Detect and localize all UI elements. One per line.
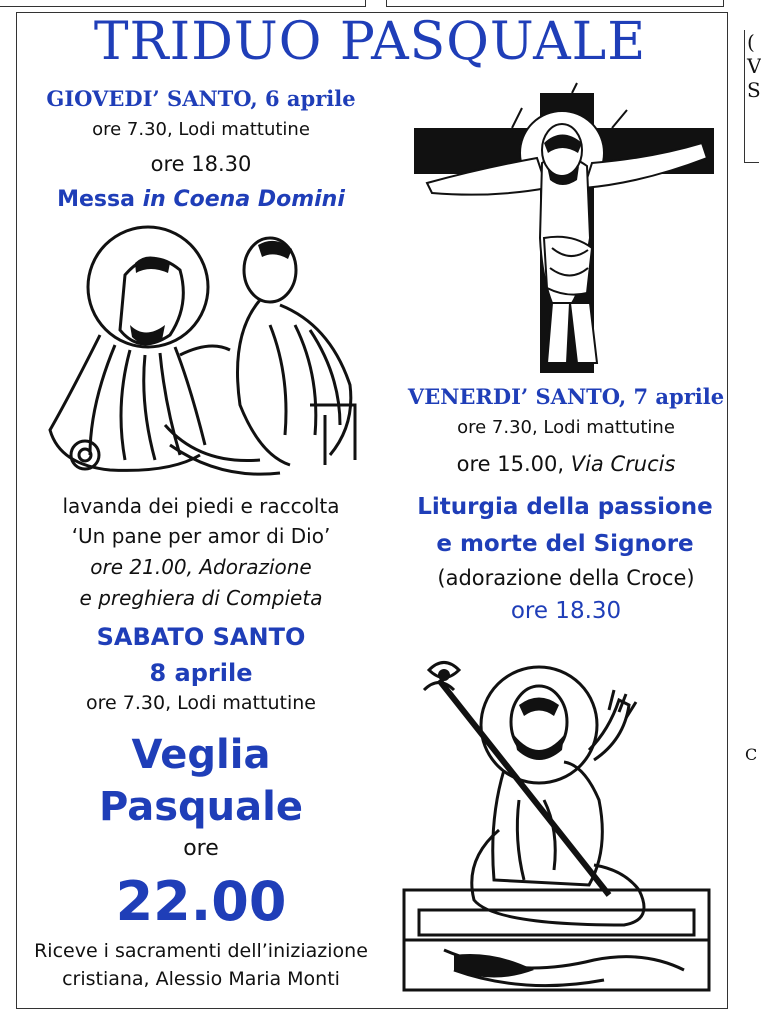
top-right-fragment: [386, 0, 724, 7]
edge-letter-bottom: C: [745, 745, 758, 764]
giovedi-time: ore 18.30: [150, 152, 252, 176]
sabato-heading: SABATO SANTO: [96, 623, 306, 651]
messa-label: Messa: [57, 187, 135, 212]
venerdi-lodi: ore 7.30, Lodi mattutine: [457, 417, 675, 438]
giovedi-lavanda-1: lavanda dei piedi e raccolta: [62, 494, 340, 518]
edge-letter: S: [747, 78, 761, 102]
venerdi-via-crucis: [406, 452, 726, 476]
venerdi-time: ore 18.30: [510, 598, 622, 624]
via-crucis-time: ore 15.00,: [456, 452, 565, 476]
messa-italic-label: in Coena Domini: [142, 187, 345, 212]
right-edge-box: [744, 30, 759, 163]
veglia-label: Veglia: [131, 732, 271, 778]
venerdi-adorazione: (adorazione della Croce): [437, 566, 695, 590]
edge-letter: V: [747, 54, 761, 78]
sabato-date: 8 aprile: [149, 659, 253, 687]
page-title: TRIDUO PASQUALE: [93, 12, 647, 72]
venerdi-liturgia-2: e morte del Signore: [436, 531, 694, 557]
foot-washing-illustration: [30, 215, 370, 490]
pasquale-label: Pasquale: [99, 784, 303, 830]
sabato-note-2: cristiana, Alessio Maria Monti: [62, 968, 340, 990]
giovedi-adorazione-2: e preghiera di Compieta: [79, 586, 323, 610]
sabato-time: 22.00: [115, 870, 287, 933]
sabato-lodi: ore 7.30, Lodi mattutine: [86, 692, 316, 714]
giovedi-lavanda-2: ‘Un pane per amor di Dio’: [71, 524, 331, 548]
giovedi-adorazione-1: ore 21.00, Adorazione: [90, 555, 312, 579]
crucifix-illustration: [412, 88, 722, 378]
giovedi-heading: GIOVEDI’ SANTO, 6 aprile: [46, 86, 356, 111]
giovedi-lodi: ore 7.30, Lodi mattutine: [92, 119, 310, 140]
top-left-fragment: [0, 0, 366, 7]
via-crucis-label: Via Crucis: [570, 452, 676, 476]
risen-christ-illustration: [394, 650, 724, 1010]
edge-letter: (: [747, 30, 755, 54]
sabato-note-1: Riceve i sacramenti dell’iniziazione: [34, 940, 368, 962]
venerdi-heading: VENERDI’ SANTO, 7 aprile: [407, 384, 725, 409]
giovedi-messa: [16, 187, 386, 212]
venerdi-liturgia-1: Liturgia della passione: [417, 494, 713, 520]
sabato-ore: ore: [183, 836, 219, 861]
